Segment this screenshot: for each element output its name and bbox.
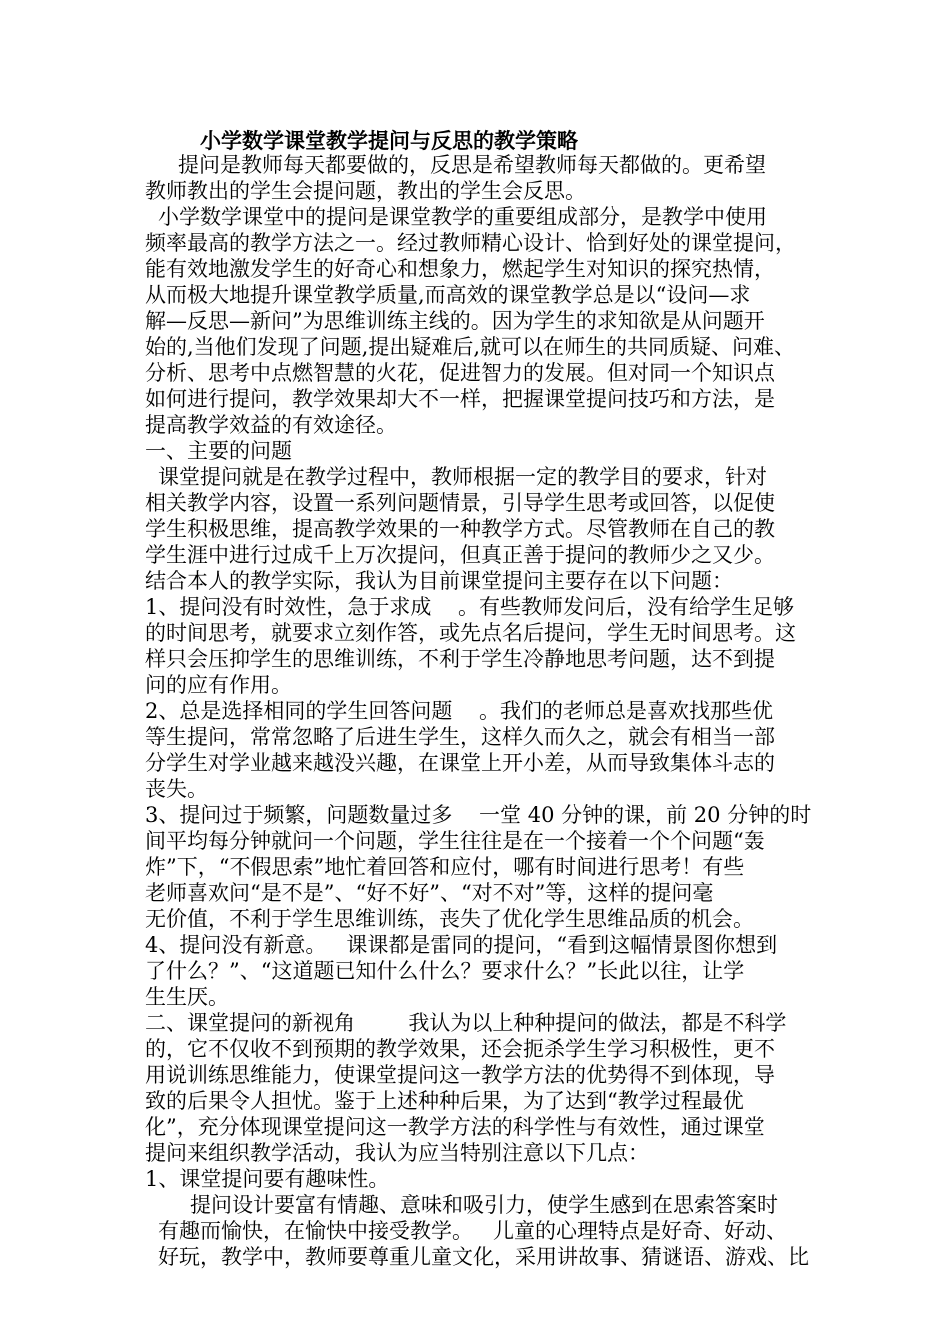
paragraph-line: 分学生对学业越来越没兴趣，在课堂上开小差，从而导致集体斗志的 bbox=[145, 751, 775, 775]
section-heading: 二、课堂提问的新视角 我认为以上种种提问的做法，都是不科学 bbox=[145, 1011, 787, 1035]
paragraph-line: 致的后果令人担忧。鉴于上述种种后果，为了达到“教学过程最优 bbox=[145, 1089, 744, 1113]
paragraph-line: 结合本人的教学实际，我认为目前课堂提问主要存在以下问题： bbox=[145, 569, 733, 593]
section-heading: 一、主要的问题 bbox=[145, 439, 292, 463]
paragraph-line: 等生提问，常常忽略了后进生学生，这样久而久之，就会有相当一部 bbox=[145, 725, 775, 749]
paragraph-line: 从而极大地提升课堂教学质量,而高效的课堂教学总是以“设问—求 bbox=[145, 283, 751, 307]
paragraph-line: 提高教学效益的有效途径。 bbox=[145, 413, 397, 437]
paragraph-line: 问的应有作用。 bbox=[145, 673, 292, 697]
paragraph-line: 小学数学课堂中的提问是课堂教学的重要组成部分，是教学中使用 bbox=[158, 205, 767, 229]
paragraph-line: 能有效地激发学生的好奇心和想象力，燃起学生对知识的探究热情， bbox=[145, 257, 775, 281]
paragraph-line: 学生涯中进行过成千上万次提问，但真正善于提问的教师少之又少。 bbox=[145, 543, 775, 567]
paragraph-line: 生生厌。 bbox=[145, 985, 229, 1009]
list-item-line: 1、提问没有时效性，急于求成 。有些教师发问后，没有给学生足够 bbox=[145, 595, 795, 619]
paragraph-line: 分析、思考中点燃智慧的火花，促进智力的发展。但对同一个知识点 bbox=[145, 361, 775, 385]
paragraph-line: 无价值，不利于学生思维训练，丧失了优化学生思维品质的机会。 bbox=[145, 907, 754, 931]
list-item-line: 4、提问没有新意。 课课都是雷同的提问，“看到这幅情景图你想到 bbox=[145, 933, 778, 957]
paragraph-line: 样只会压抑学生的思维训练，不利于学生冷静地思考问题，达不到提 bbox=[145, 647, 775, 671]
list-item-line: 2、总是选择相同的学生回答问题 。我们的老师总是喜欢找那些优 bbox=[145, 699, 774, 723]
paragraph-line: 提问来组织教学活动，我认为应当特别注意以下几点： bbox=[145, 1141, 649, 1165]
paragraph-line: 了什么？”、“这道题已知什么什么？要求什么？”长此以往，让学 bbox=[145, 959, 745, 983]
paragraph-line: 的，它不仅收不到预期的教学效果，还会扼杀学生学习积极性，更不 bbox=[145, 1037, 775, 1061]
paragraph-line: 丧失。 bbox=[145, 777, 208, 801]
list-item-line: 3、提问过于频繁，问题数量过多 一堂 40 分钟的课，前 20 分钟的时 bbox=[145, 803, 812, 827]
subsection-heading: 1、课堂提问要有趣味性。 bbox=[145, 1167, 390, 1191]
paragraph-line: 间平均每分钟就问一个问题，学生往往是在一个接着一个个问题“轰 bbox=[145, 829, 765, 853]
paragraph-line: 炸”下，“不假思索”地忙着回答和应付，哪有时间进行思考！有些 bbox=[145, 855, 745, 879]
paragraph-line: 用说训练思维能力，使课堂提问这一教学方法的优势得不到体现，导 bbox=[145, 1063, 775, 1087]
paragraph-line: 教师教出的学生会提问题，教出的学生会反思。 bbox=[145, 179, 586, 203]
paragraph-line: 如何进行提问，教学效果却大不一样，把握课堂提问技巧和方法，是 bbox=[145, 387, 775, 411]
paragraph-line: 频率最高的教学方法之一。经过教师精心设计、恰到好处的课堂提问， bbox=[145, 231, 796, 255]
paragraph-line: 始的,当他们发现了问题,提出疑难后,就可以在师生的共同质疑、问难、 bbox=[145, 335, 796, 359]
paragraph-line: 学生积极思维，提高教学效果的一种教学方式。尽管教师在自己的教 bbox=[145, 517, 775, 541]
paragraph-line: 提问设计要富有情趣、意味和吸引力，使学生感到在思索答案时 bbox=[190, 1193, 778, 1217]
document-title: 小学数学课堂教学提问与反思的教学策略 bbox=[200, 128, 578, 153]
paragraph-line: 提问是教师每天都要做的，反思是希望教师每天都做的。更希望 bbox=[178, 153, 766, 177]
paragraph-line: 相关教学内容，设置一系列问题情景，引导学生思考或回答，以促使 bbox=[145, 491, 775, 515]
paragraph-line: 有趣而愉快，在愉快中接受教学。 儿童的心理特点是好奇、好动、 bbox=[158, 1219, 788, 1243]
paragraph-line: 的时间思考，就要求立刻作答，或先点名后提问，学生无时间思考。这 bbox=[145, 621, 796, 645]
paragraph-line: 老师喜欢问“是不是”、“好不好”、“对不对”等，这样的提问毫 bbox=[145, 881, 714, 905]
paragraph-line: 解—反思—新问”为思维训练主线的。因为学生的求知欲是从问题开 bbox=[145, 309, 765, 333]
paragraph-line: 化”，充分体现课堂提问这一教学方法的科学性与有效性，通过课堂 bbox=[145, 1115, 765, 1139]
paragraph-line: 好玩，教学中，教师要尊重儿童文化，采用讲故事、猜谜语、游戏、比 bbox=[158, 1245, 809, 1269]
paragraph-line: 课堂提问就是在教学过程中，教师根据一定的教学目的要求，针对 bbox=[158, 465, 767, 489]
